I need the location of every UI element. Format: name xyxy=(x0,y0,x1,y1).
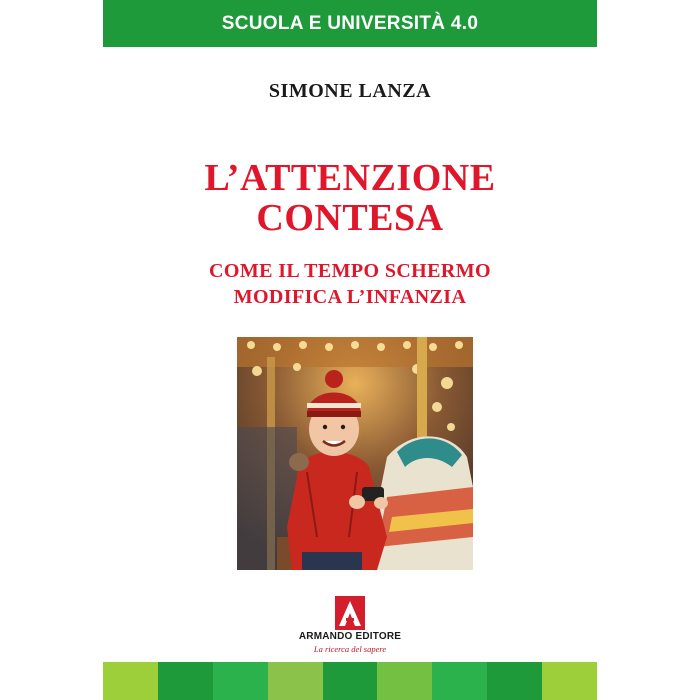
bottom-stripe xyxy=(432,662,487,700)
bottom-stripe xyxy=(268,662,323,700)
author-name: SIMONE LANZA xyxy=(268,80,432,102)
cover-photo xyxy=(237,337,473,570)
series-label: SCUOLA E UNIVERSITÀ 4.0 xyxy=(221,12,479,34)
title-line-2: CONTESA xyxy=(256,197,444,239)
subtitle-line-1: COME IL TEMPO SCHERMO xyxy=(209,260,491,282)
bottom-stripes xyxy=(103,662,597,700)
armando-a-logo-icon xyxy=(335,596,365,630)
bottom-stripe xyxy=(158,662,213,700)
child-on-carousel-photo xyxy=(237,337,473,570)
bottom-stripe xyxy=(213,662,268,700)
title-line-1: L’ATTENZIONE xyxy=(204,157,496,199)
book-cover xyxy=(103,0,597,700)
subtitle-line-2: MODIFICA L’INFANZIA xyxy=(233,286,467,308)
publisher-tagline: La ricerca del sapere xyxy=(313,644,387,654)
bottom-stripe xyxy=(103,662,158,700)
bottom-stripe xyxy=(542,662,597,700)
publisher-name: ARMANDO EDITORE xyxy=(298,631,402,642)
bottom-stripe xyxy=(323,662,378,700)
book-subtitle xyxy=(103,258,597,310)
publisher-block xyxy=(103,596,597,656)
bottom-stripe xyxy=(377,662,432,700)
series-band xyxy=(103,0,597,47)
bottom-stripe xyxy=(487,662,542,700)
book-title xyxy=(103,158,597,238)
